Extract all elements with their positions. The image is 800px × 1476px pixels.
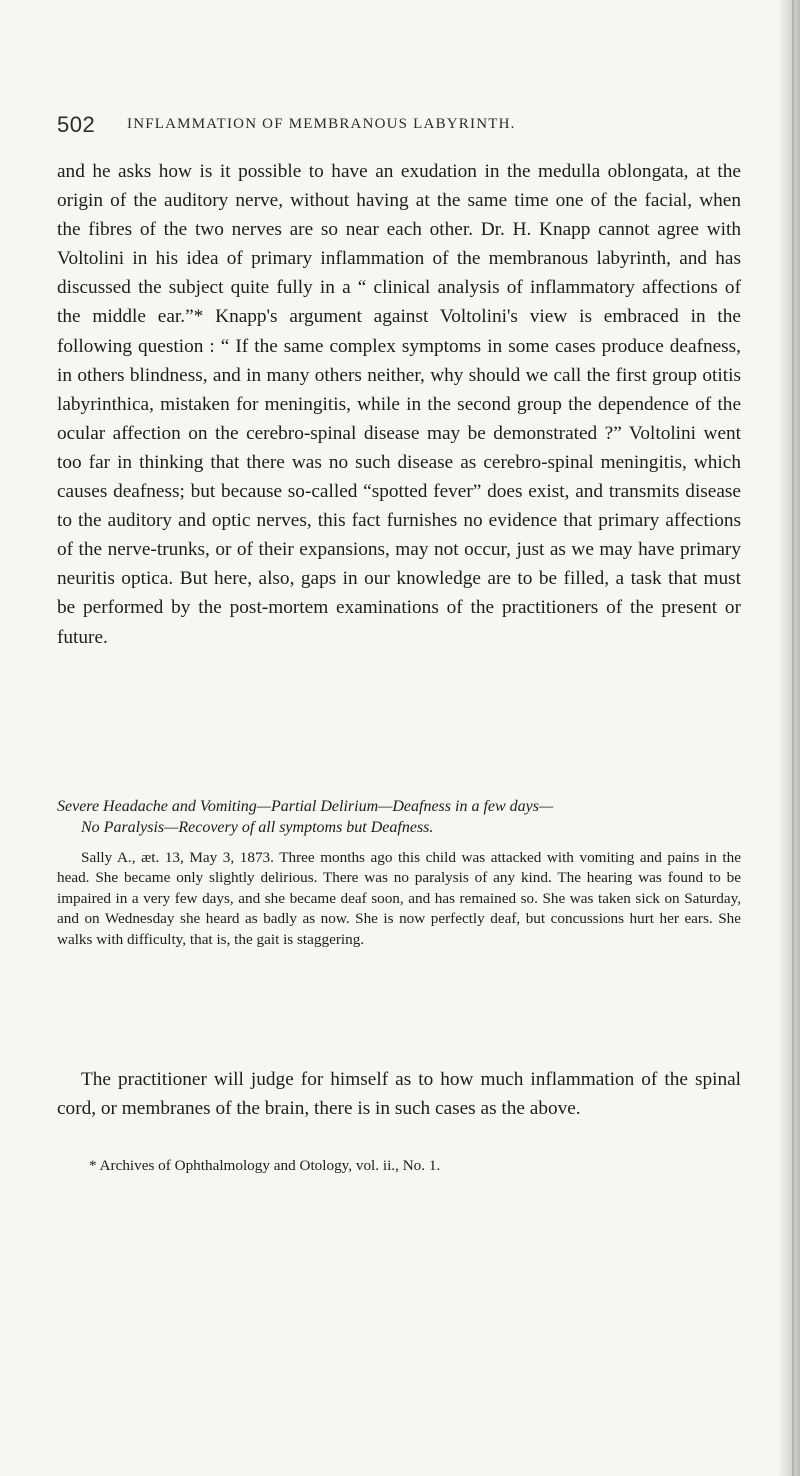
case-heading [57, 796, 741, 838]
body-text [57, 157, 741, 652]
footnote: * Archives of Ophthalmology and Otology, vol. ii., No. 1. [89, 1157, 441, 1174]
case-heading-line-2: No Paralysis—Recovery of all symptoms but Deafness. [81, 819, 434, 836]
running-head-title: INFLAMMATION OF MEMBRANOUS LABYRINTH. [127, 116, 516, 132]
conclusion [57, 1065, 741, 1123]
page-number: 502 [57, 112, 96, 137]
running-head [57, 112, 757, 136]
case-report [57, 848, 741, 950]
case-heading-line-1: Severe Headache and Vomiting—Partial Delirium—Deafness in a few days— [57, 798, 554, 815]
page-edge-line [792, 0, 794, 1476]
case-report-paragraph: Sally A., æt. 13, May 3, 1873. Three months ago this child was attacked with vomiting and pains in the head. She became only slightly delirious. There was no paralysis of any kind. The hearing was found to be impaired in a very few days, and she became deaf soon, and has remained so. She was taken sick on Saturday, and on Wednesday she heard as badly as now. She is now perfectly deaf, but concussions hurt her ears. She walks with difficulty, that is, the gait is staggering. [57, 849, 741, 948]
body-paragraph: and he asks how is it possible to have an exudation in the medulla oblongata, at the origin of the auditory nerve, without having at the same time one of the facial, when the fibres of the two nerves are so near each other. Dr. H. Knapp cannot agree with Voltolini in his idea of primary inflammation of the membranous labyrinth, and has discussed the subject quite fully in a “ clinical analysis of inflammatory affections of the middle ear.”* Knapp's argument against Voltolini's view is embraced in the following question : “ If the same complex symptoms in some cases produce deafness, in others blindness, and in many others neither, why should we call the first group otitis labyrinthica, mistaken for meningitis, while in the second group the dependence of the ocular affection on the cerebro-spinal disease may be demonstrated ?” Voltolini went too far in thinking that there was no such disease as cerebro-spinal meningitis, which causes deafness; but because so-called “spotted fever” does exist, and transmits disease to the auditory and optic nerves, this fact furnishes no evidence that primary affections of the nerve-trunks, or of their expansions, may not occur, just as we may have primary neuritis optica. But here, also, gaps in our knowledge are to be filled, a task that must be performed by the post-mortem examinations of the practitioners of the present or future. [57, 161, 741, 648]
conclusion-paragraph: The practitioner will judge for himself as to how much inflammation of the spinal cord, or membranes of the brain, there is in such cases as the above. [57, 1069, 741, 1120]
page-edge-shadow [778, 0, 800, 1476]
